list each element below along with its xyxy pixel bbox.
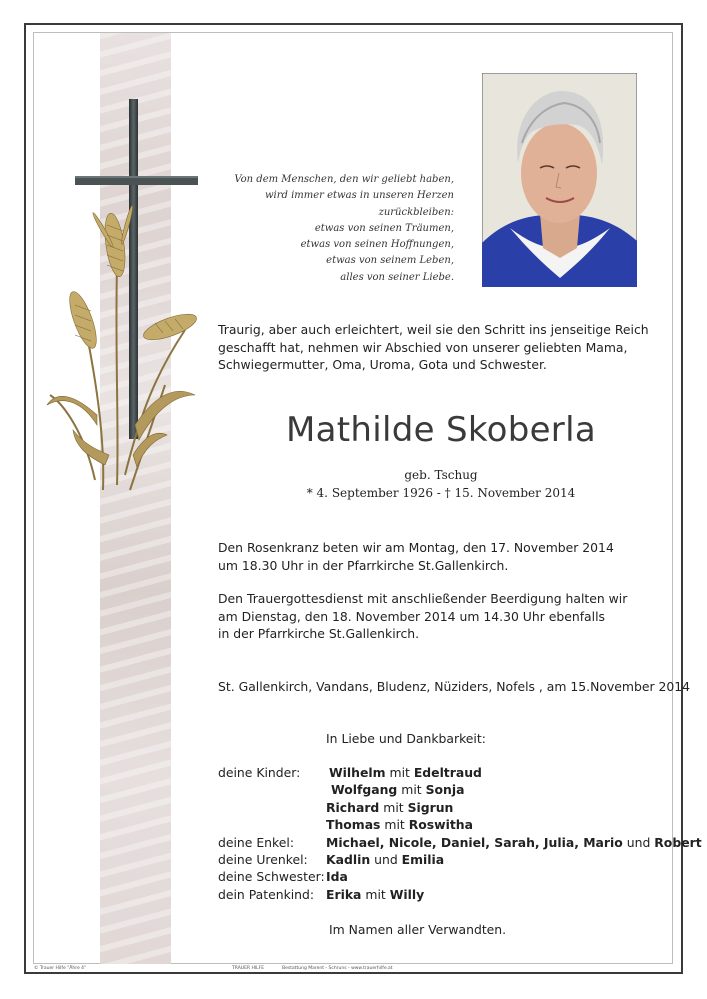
family-row-children-2: [218, 781, 678, 798]
sister-label: deine Schwester:: [218, 869, 325, 885]
birth-name: geb. Tschug: [404, 468, 478, 482]
quote-line: Von dem Menschen, den wir geliebt haben,: [234, 174, 454, 185]
child-couple: [326, 816, 473, 833]
child-couple: [331, 781, 464, 798]
great-grandchild-name: Kadlin: [326, 851, 371, 867]
footer-copyright: © Trauer Hilfe "Ähre 4": [34, 966, 87, 971]
family-row-children-3: [218, 799, 678, 816]
grandchild-last: Robert: [654, 834, 702, 850]
cross-with-wheat-image: [45, 95, 215, 505]
intro-line: Schwiegermutter, Oma, Uroma, Gota und Schwester.: [218, 357, 547, 372]
grandchildren-list: Michael, Nicole, Daniel, Sarah, Julia, Mario: [326, 834, 623, 850]
quote-line: etwas von seinen Träumen,: [314, 222, 454, 234]
footer-undertaker: Bestattung Marent - Schruns - www.trauerhilfe.at: [282, 966, 393, 971]
family-row-children-4: [218, 816, 678, 833]
family-row-grandchildren: [218, 834, 702, 851]
child-name: Wolfgang: [331, 782, 398, 798]
grandchildren-names: [326, 834, 702, 851]
intro-paragraph: [218, 321, 648, 374]
family-row-children-1: [218, 764, 678, 781]
great-grandchildren-label: deine Urenkel:: [218, 851, 308, 867]
child-name: Richard: [326, 799, 380, 815]
partner-name: Roswitha: [408, 817, 473, 833]
life-dates: * 4. September 1926 - † 15. November 2014: [306, 486, 576, 500]
intro-line: geschafft hat, nehmen wir Abschied von unserer geliebten Mama,: [218, 339, 628, 355]
great-grandchild-name: Emilia: [401, 851, 445, 867]
places-and-date: St. Gallenkirch, Vandans, Bludenz, Nüziders, Nofels , am 15.November 2014: [218, 679, 691, 694]
footer-brand: TRAUER HILFE: [232, 966, 265, 971]
family-row-sister: [218, 868, 678, 885]
quote-line: etwas von seinen Hoffnungen,: [300, 239, 454, 251]
und-word: und: [626, 834, 651, 850]
mit-word: mit: [389, 765, 410, 780]
partner-name: Sonja: [425, 782, 465, 798]
memorial-quote: [230, 172, 454, 286]
service-line: am Dienstag, den 18. November 2014 um 14.30 Uhr ebenfalls: [218, 608, 605, 624]
rosary-line: um 18.30 Uhr in der Pfarrkirche St.Gallenkirch.: [218, 557, 509, 573]
service-line: in der Pfarrkirche St.Gallenkirch.: [218, 626, 420, 641]
godchild-label: dein Patenkind:: [218, 886, 315, 902]
family-row-godchild: [218, 886, 678, 903]
family-list: [218, 764, 702, 903]
rosary-paragraph: [218, 539, 658, 574]
thanks-line: In Liebe und Dankbarkeit:: [326, 731, 486, 746]
quote-line: alles von seiner Liebe.: [340, 271, 454, 283]
portrait-photo: [482, 73, 637, 287]
service-paragraph: [218, 590, 658, 643]
great-grandchildren-names: [326, 851, 444, 868]
service-line: Den Trauergottesdienst mit anschließender Beerdigung halten wir: [218, 591, 628, 606]
mit-word: mit: [401, 782, 422, 798]
child-name: Thomas: [326, 817, 381, 833]
partner-name: Edeltraud: [413, 765, 482, 780]
children-label: deine Kinder:: [218, 765, 301, 780]
partner-name: Sigrun: [407, 799, 454, 815]
quote-line: etwas von seinem Leben,: [326, 255, 454, 267]
rosary-line: Den Rosenkranz beten wir am Montag, den 17. November 2014: [218, 540, 614, 555]
child-couple: [326, 799, 453, 816]
sister-name: Ida: [326, 869, 348, 885]
mit-word: mit: [383, 799, 404, 815]
deceased-name: Mathilde Skoberla: [286, 410, 596, 450]
mit-word: mit: [365, 886, 386, 902]
godchild-names: [326, 886, 424, 903]
mit-word: mit: [384, 817, 405, 833]
closing-line: Im Namen aller Verwandten.: [329, 922, 507, 937]
und-word: und: [374, 851, 398, 867]
quote-line: wird immer etwas in unseren Herzen: [264, 190, 454, 202]
quote-line: zurückbleiben:: [378, 206, 454, 218]
godchild-partner: Willy: [389, 886, 425, 902]
godchild-name: Erika: [326, 886, 362, 902]
family-row-great-grandchildren: [218, 851, 678, 868]
child-name: Wilhelm: [329, 765, 386, 780]
grandchildren-label: deine Enkel:: [218, 834, 295, 850]
intro-line: Traurig, aber auch erleichtert, weil sie den Schritt ins jenseitige Reich: [218, 322, 649, 337]
child-couple: [329, 764, 482, 781]
